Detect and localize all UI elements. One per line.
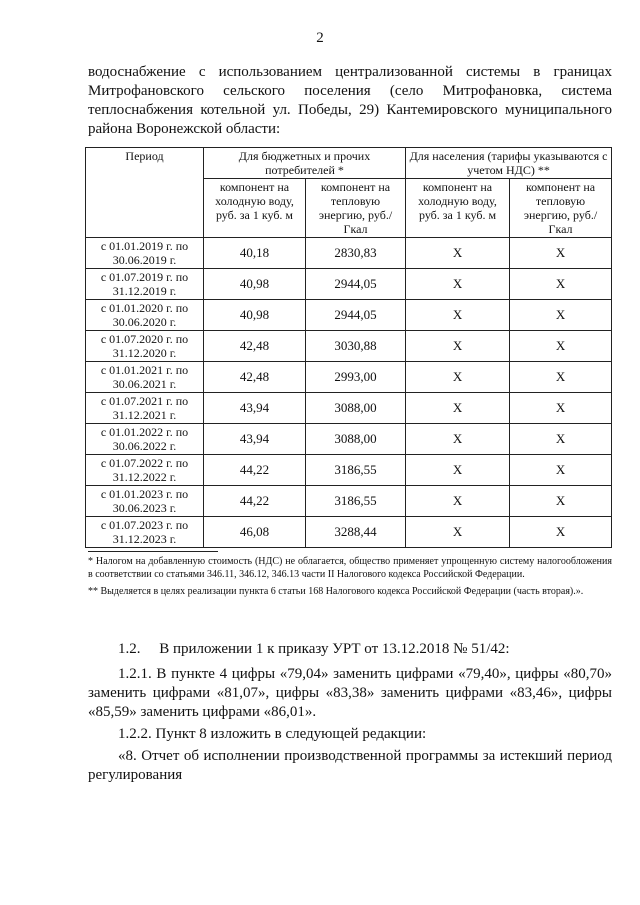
table-row [86, 393, 612, 424]
header-population-group: Для населения (тарифы указываются с учетом НДС) ** [406, 148, 612, 179]
period-cell: с 01.01.2019 г. по 30.06.2019 г. [86, 238, 204, 269]
footnote-1: * Налогом на добавленную стоимость (НДС) не облагается, общество применяет упрощенную систему налогообложения в соответствии со статьями 346.11, 346.12, 346.13 части II Налогового кодекса Российской Федерации. [88, 556, 612, 580]
table-row [86, 362, 612, 393]
footnote-2: ** Выделяется в целях реализации пункта 6 статьи 168 Налогового кодекса Российской Федерации (часть вторая).». [88, 586, 584, 597]
header-period: Период [86, 148, 204, 238]
population-thermal-energy-cell: Х [510, 362, 612, 393]
paragraph-1-2-2: 1.2.2. Пункт 8 изложить в следующей редакции: [118, 726, 427, 742]
table-row [86, 300, 612, 331]
table-row [86, 455, 612, 486]
budget-cold-water-cell: 43,94 [204, 393, 306, 424]
footnote-divider [88, 551, 218, 552]
population-cold-water-cell: Х [406, 300, 510, 331]
population-thermal-energy-cell: Х [510, 238, 612, 269]
budget-cold-water-cell: 42,48 [204, 331, 306, 362]
header-population-thermal-energy: компонент на тепловую энергию, руб./Гкал [510, 179, 612, 238]
budget-thermal-energy-cell: 2993,00 [306, 362, 406, 393]
period-cell: с 01.07.2020 г. по 31.12.2020 г. [86, 331, 204, 362]
budget-cold-water-cell: 44,22 [204, 486, 306, 517]
budget-thermal-energy-cell: 3030,88 [306, 331, 406, 362]
budget-cold-water-cell: 44,22 [204, 455, 306, 486]
budget-cold-water-cell: 42,48 [204, 362, 306, 393]
population-cold-water-cell: Х [406, 331, 510, 362]
budget-cold-water-cell: 40,98 [204, 269, 306, 300]
population-thermal-energy-cell: Х [510, 331, 612, 362]
tariff-table-body [86, 238, 612, 548]
budget-thermal-energy-cell: 3088,00 [306, 424, 406, 455]
period-cell: с 01.07.2023 г. по 31.12.2023 г. [86, 517, 204, 548]
table-row [86, 517, 612, 548]
budget-cold-water-cell: 40,18 [204, 238, 306, 269]
table-row [86, 269, 612, 300]
population-cold-water-cell: Х [406, 269, 510, 300]
population-cold-water-cell: Х [406, 362, 510, 393]
population-cold-water-cell: Х [406, 393, 510, 424]
paragraph-1-2: 1.2. В приложении 1 к приказу УРТ от 13.12.2018 № 51/42: [118, 641, 510, 657]
population-cold-water-cell: Х [406, 424, 510, 455]
period-cell: с 01.01.2023 г. по 30.06.2023 г. [86, 486, 204, 517]
header-budget-cold-water: компонент на холодную воду, руб. за 1 куб. м [204, 179, 306, 238]
population-thermal-energy-cell: Х [510, 486, 612, 517]
period-cell: с 01.01.2022 г. по 30.06.2022 г. [86, 424, 204, 455]
intro-paragraph: водоснабжение с использованием централизованной системы в границах Митрофановского сельского поселения (село Митрофановка, система теплоснабжения котельной ул. Победы, 29) Кантемировского муниципального района Воронежской области: [88, 64, 612, 137]
population-thermal-energy-cell: Х [510, 300, 612, 331]
budget-thermal-energy-cell: 3288,44 [306, 517, 406, 548]
header-population-cold-water: компонент на холодную воду, руб. за 1 куб. м [406, 179, 510, 238]
period-cell: с 01.01.2021 г. по 30.06.2021 г. [86, 362, 204, 393]
budget-thermal-energy-cell: 2830,83 [306, 238, 406, 269]
period-cell: с 01.07.2019 г. по 31.12.2019 г. [86, 269, 204, 300]
table-row [86, 331, 612, 362]
footnotes [88, 555, 612, 602]
table-row [86, 238, 612, 269]
population-thermal-energy-cell: Х [510, 517, 612, 548]
population-cold-water-cell: Х [406, 486, 510, 517]
budget-thermal-energy-cell: 2944,05 [306, 300, 406, 331]
period-cell: с 01.01.2020 г. по 30.06.2020 г. [86, 300, 204, 331]
population-thermal-energy-cell: Х [510, 455, 612, 486]
paragraph-1-2-1: 1.2.1. В пункте 4 цифры «79,04» заменить цифрами «79,40», цифры «80,70» заменить цифрами «81,07», цифры «83,38» заменить цифрами «83,46», цифры «85,59» заменить цифрами «86,01». [88, 666, 612, 720]
budget-thermal-energy-cell: 3088,00 [306, 393, 406, 424]
budget-thermal-energy-cell: 3186,55 [306, 486, 406, 517]
population-cold-water-cell: Х [406, 517, 510, 548]
page-number: 2 [316, 30, 324, 46]
table-row [86, 424, 612, 455]
population-thermal-energy-cell: Х [510, 393, 612, 424]
amendments [88, 640, 612, 788]
period-cell: с 01.07.2021 г. по 31.12.2021 г. [86, 393, 204, 424]
population-thermal-energy-cell: Х [510, 269, 612, 300]
budget-cold-water-cell: 43,94 [204, 424, 306, 455]
period-cell: с 01.07.2022 г. по 31.12.2022 г. [86, 455, 204, 486]
population-cold-water-cell: Х [406, 238, 510, 269]
table-header-row [86, 148, 612, 179]
budget-thermal-energy-cell: 2944,05 [306, 269, 406, 300]
tariff-table [85, 147, 612, 548]
budget-cold-water-cell: 46,08 [204, 517, 306, 548]
population-thermal-energy-cell: Х [510, 424, 612, 455]
population-cold-water-cell: Х [406, 455, 510, 486]
header-budget-group: Для бюджетных и прочих потребителей * [204, 148, 406, 179]
budget-cold-water-cell: 40,98 [204, 300, 306, 331]
paragraph-8-quote: «8. Отчет об исполнении производственной программы за истекший период регулирования [88, 748, 612, 783]
table-row [86, 486, 612, 517]
header-budget-thermal-energy: компонент на тепловую энергию, руб./Гкал [306, 179, 406, 238]
budget-thermal-energy-cell: 3186,55 [306, 455, 406, 486]
